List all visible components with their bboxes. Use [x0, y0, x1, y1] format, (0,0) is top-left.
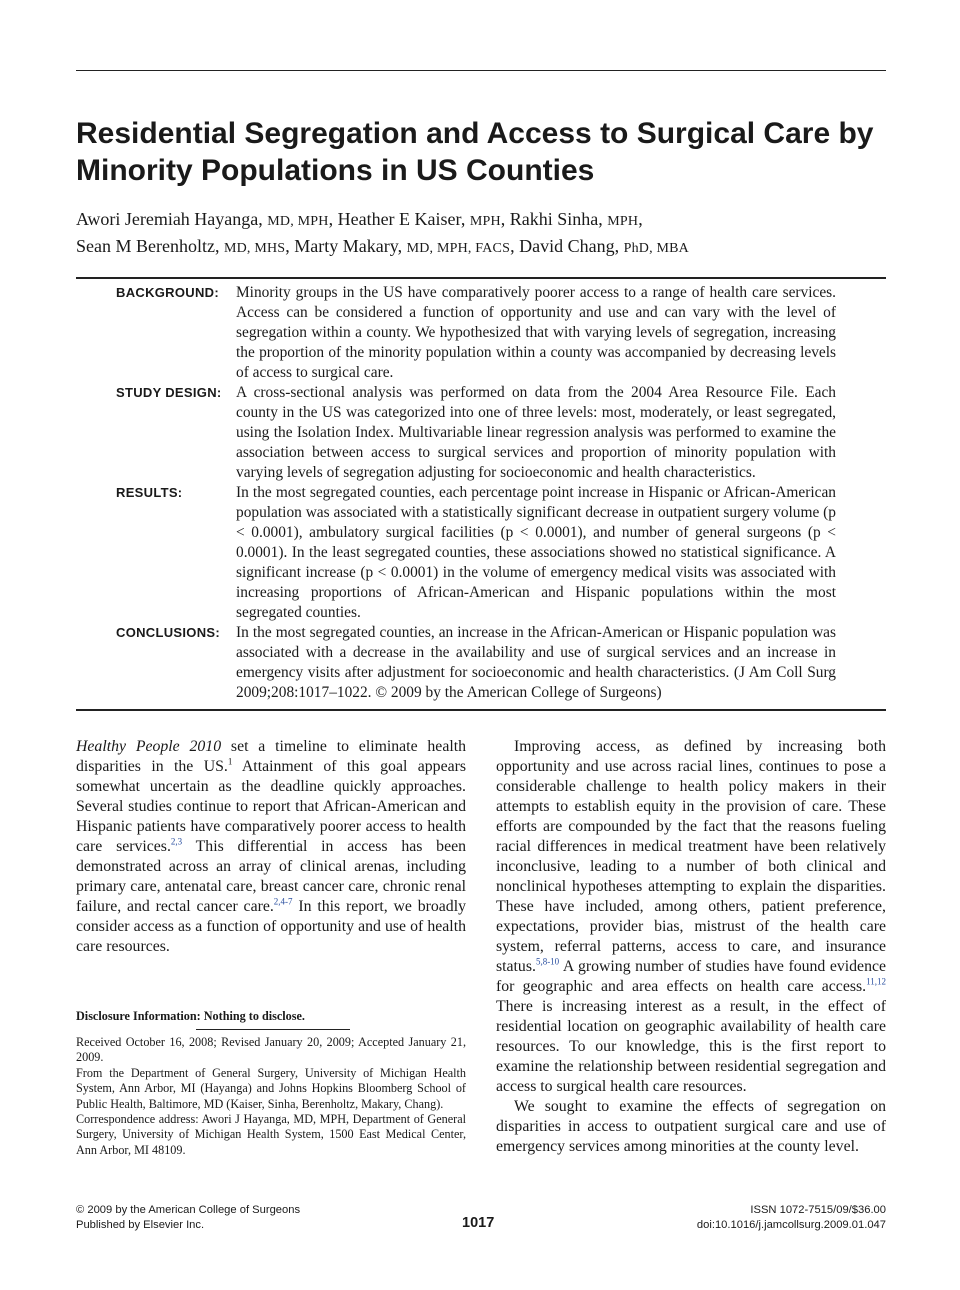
body-text: There is increasing interest as a result, in the effect of residential location on geographic availability of health care resources. To our knowledge, this is the first report to examine the relationship between residential segregation and access to surgical health care resources. — [496, 998, 886, 1095]
abstract-conclusions — [76, 623, 886, 703]
author-degrees: MD, MPH — [267, 214, 329, 229]
page-number: 1017 — [462, 1215, 495, 1231]
body-text: This differential in access has been demonstrated across an array of clinical arenas, including primary care, antenatal care, breast cancer care, chronic renal failure, and rectal cancer care. — [76, 838, 466, 915]
author-list — [76, 207, 886, 261]
author-name: Heather E Kaiser — [337, 209, 461, 229]
abstract-label: RESULTS: — [116, 485, 183, 500]
footnote-affiliation: From the Department of General Surgery, University of Michigan Health System, Ann Arbor, MI (Hayanga) and Johns Hopkins Bloomberg School of Public Health, Baltimore, MD (Kaiser, Sinha, Berenholtz, Makary, Chang). — [76, 1065, 466, 1111]
reference-link[interactable]: 2,4-7 — [273, 896, 293, 907]
abstract-text: Minority groups in the US have comparatively poorer access to a range of health care services. Access can be considered a function of opportunity and use and can vary with the level of segregation within a county. We hypothesized that with varying levels of segregation, increasing the proportion of the minority population within a county was accompanied by decreasing levels of access to surgical care. — [236, 284, 836, 381]
author-separator: , — [285, 236, 290, 256]
author-name: Marty Makary — [294, 236, 398, 256]
disclosure-info: Disclosure Information: Nothing to disclose. — [76, 1009, 305, 1023]
footer-publisher: Published by Elsevier Inc. — [76, 1219, 205, 1231]
top-rule — [76, 70, 886, 71]
reference-marker: 1 — [227, 756, 233, 767]
abstract — [76, 283, 886, 703]
body-text: A growing number of studies have found evidence for geographic and area effects on health care access. — [496, 958, 886, 995]
abstract-background — [76, 283, 886, 383]
abstract-text: In the most segregated counties, an increase in the African-American or Hispanic population was associated with a decrease in the availability and use of surgical services and an increase in emergency visits after adjustment for socioeconomic and health characteristics. (J Am Coll Surg 2009;208:1017–1022. © 2009 by the American College of Surgeons) — [236, 624, 836, 701]
footnote-correspondence: Correspondence address: Awori J Hayanga, MD, MPH, Department of General Surgery, University of Michigan Health System, 1500 East Medical Center, Ann Arbor, MI 48109. — [76, 1112, 466, 1157]
body-column-left — [76, 737, 466, 957]
body-column-right — [496, 737, 886, 1157]
article-title: Residential Segregation and Access to Surgical Care by Minority Populations in US Counties — [76, 117, 874, 187]
abstract-results — [76, 483, 886, 623]
body-paragraph — [76, 737, 466, 957]
body-text: Improving access, as defined by increasing both opportunity and use across racial lines, continues to pose a considerable challenge to health policy makers in their attempts to establish equity in the provision of care. These efforts are compounded by the fact that the reasons fueling racial differences in medical treatment have been relatively inconclusive, leading to a number of both clinical and nonclinical hypotheses attempting to explain the disparities. These have included, among others, patient preference, expectations, provider bias, mistrust of the health care system, referral patterns, access to care, and insurance status. — [496, 738, 886, 975]
body-text: In this report, we broadly consider access as a function of opportunity and use of health care resources. — [76, 898, 466, 955]
abstract-label: STUDY DESIGN: — [116, 385, 222, 400]
author-line-2: Sean M Berenholtz, MD, MHS, Marty Makary, MD, MPH, FACS, David Chang, PhD, MBA — [76, 236, 689, 256]
author-line-1: Awori Jeremiah Hayanga, MD, MPH, Heather E Kaiser, MPH, Rakhi Sinha, MPH, — [76, 209, 643, 229]
reference-link[interactable]: 2,3 — [170, 836, 183, 847]
body-paragraph: We sought to examine the effects of segregation on disparities in access to outpatient surgical care and use of emergency services among minorities at the county level. — [496, 1098, 886, 1155]
author-degrees: MD, MPH, FACS — [406, 241, 511, 256]
footer-right — [697, 1203, 886, 1233]
footer-copyright: © 2009 by the American College of Surgeons — [76, 1204, 301, 1216]
footnote-received: Received October 16, 2008; Revised January 20, 2009; Accepted January 21, 2009. — [76, 1035, 466, 1065]
footer-issn: ISSN 1072-7515/09/$36.00 — [750, 1204, 886, 1216]
abstract-label: CONCLUSIONS: — [116, 625, 220, 640]
author-name: Sean M Berenholtz — [76, 236, 215, 256]
author-separator: , — [328, 209, 334, 229]
abstract-text: In the most segregated counties, each percentage point increase in Hispanic or African-American population was associated with a statistically significant decrease in outpatient surgery volume (p < 0.0001), ambulatory surgical facilities (p < 0.0001), and number of general surgeons (p < 0.0001). In the least segregated counties, these associations showed no statistical significance. A significant increase (p < 0.0001) in the volume of emergency medical visits was associated with increasing proportions of African-American and Hispanic populations within the most segregated counties. — [236, 484, 836, 621]
abstract-label: BACKGROUND: — [116, 285, 219, 300]
author-degrees: MPH — [469, 214, 501, 229]
author-degrees: MPH — [607, 214, 639, 229]
italic-lead: Healthy People 2010 — [76, 738, 222, 755]
author-separator: , — [638, 209, 643, 229]
body-paragraph — [496, 737, 886, 1097]
footer-doi[interactable]: doi:10.1016/j.jamcollsurg.2009.01.047 — [696, 1219, 886, 1231]
footnotes — [76, 1035, 466, 1158]
author-separator: , — [510, 236, 515, 256]
abstract-top-rule — [76, 277, 886, 279]
abstract-study-design — [76, 383, 886, 483]
abstract-text: A cross-sectional analysis was performed on data from the 2004 Area Resource File. Each county in the US was categorized into one of three levels: most, moderately, or least segregated, using the Isolation Index. Multivariable linear regression analysis was performed to examine the association between access to surgical services and proportion of minority population with varying levels of segregation adjusting for socioeconomic and health characteristics. — [236, 384, 836, 481]
author-name: David Chang — [519, 236, 615, 256]
body-text: Attainment of this goal appears somewhat uncertain as the deadline quickly approaches. Several studies continue to report that African-American and Hispanic patients have comparatively poorer access to health care services. — [76, 758, 466, 855]
author-degrees: MD, MHS — [223, 241, 286, 256]
footnote-rule — [196, 1029, 350, 1030]
reference-link[interactable]: 5,8-10 — [535, 956, 560, 967]
author-name: Rakhi Sinha — [509, 209, 599, 229]
author-separator: , — [500, 209, 506, 229]
author-name: Awori Jeremiah Hayanga — [76, 209, 259, 229]
abstract-bottom-rule — [76, 709, 886, 711]
reference-link[interactable]: 11,12 — [866, 976, 886, 987]
footer-left — [76, 1203, 300, 1233]
body-text: set a timeline to eliminate health disparities in the US. — [76, 738, 467, 775]
author-degrees: PhD, MBA — [623, 241, 689, 256]
